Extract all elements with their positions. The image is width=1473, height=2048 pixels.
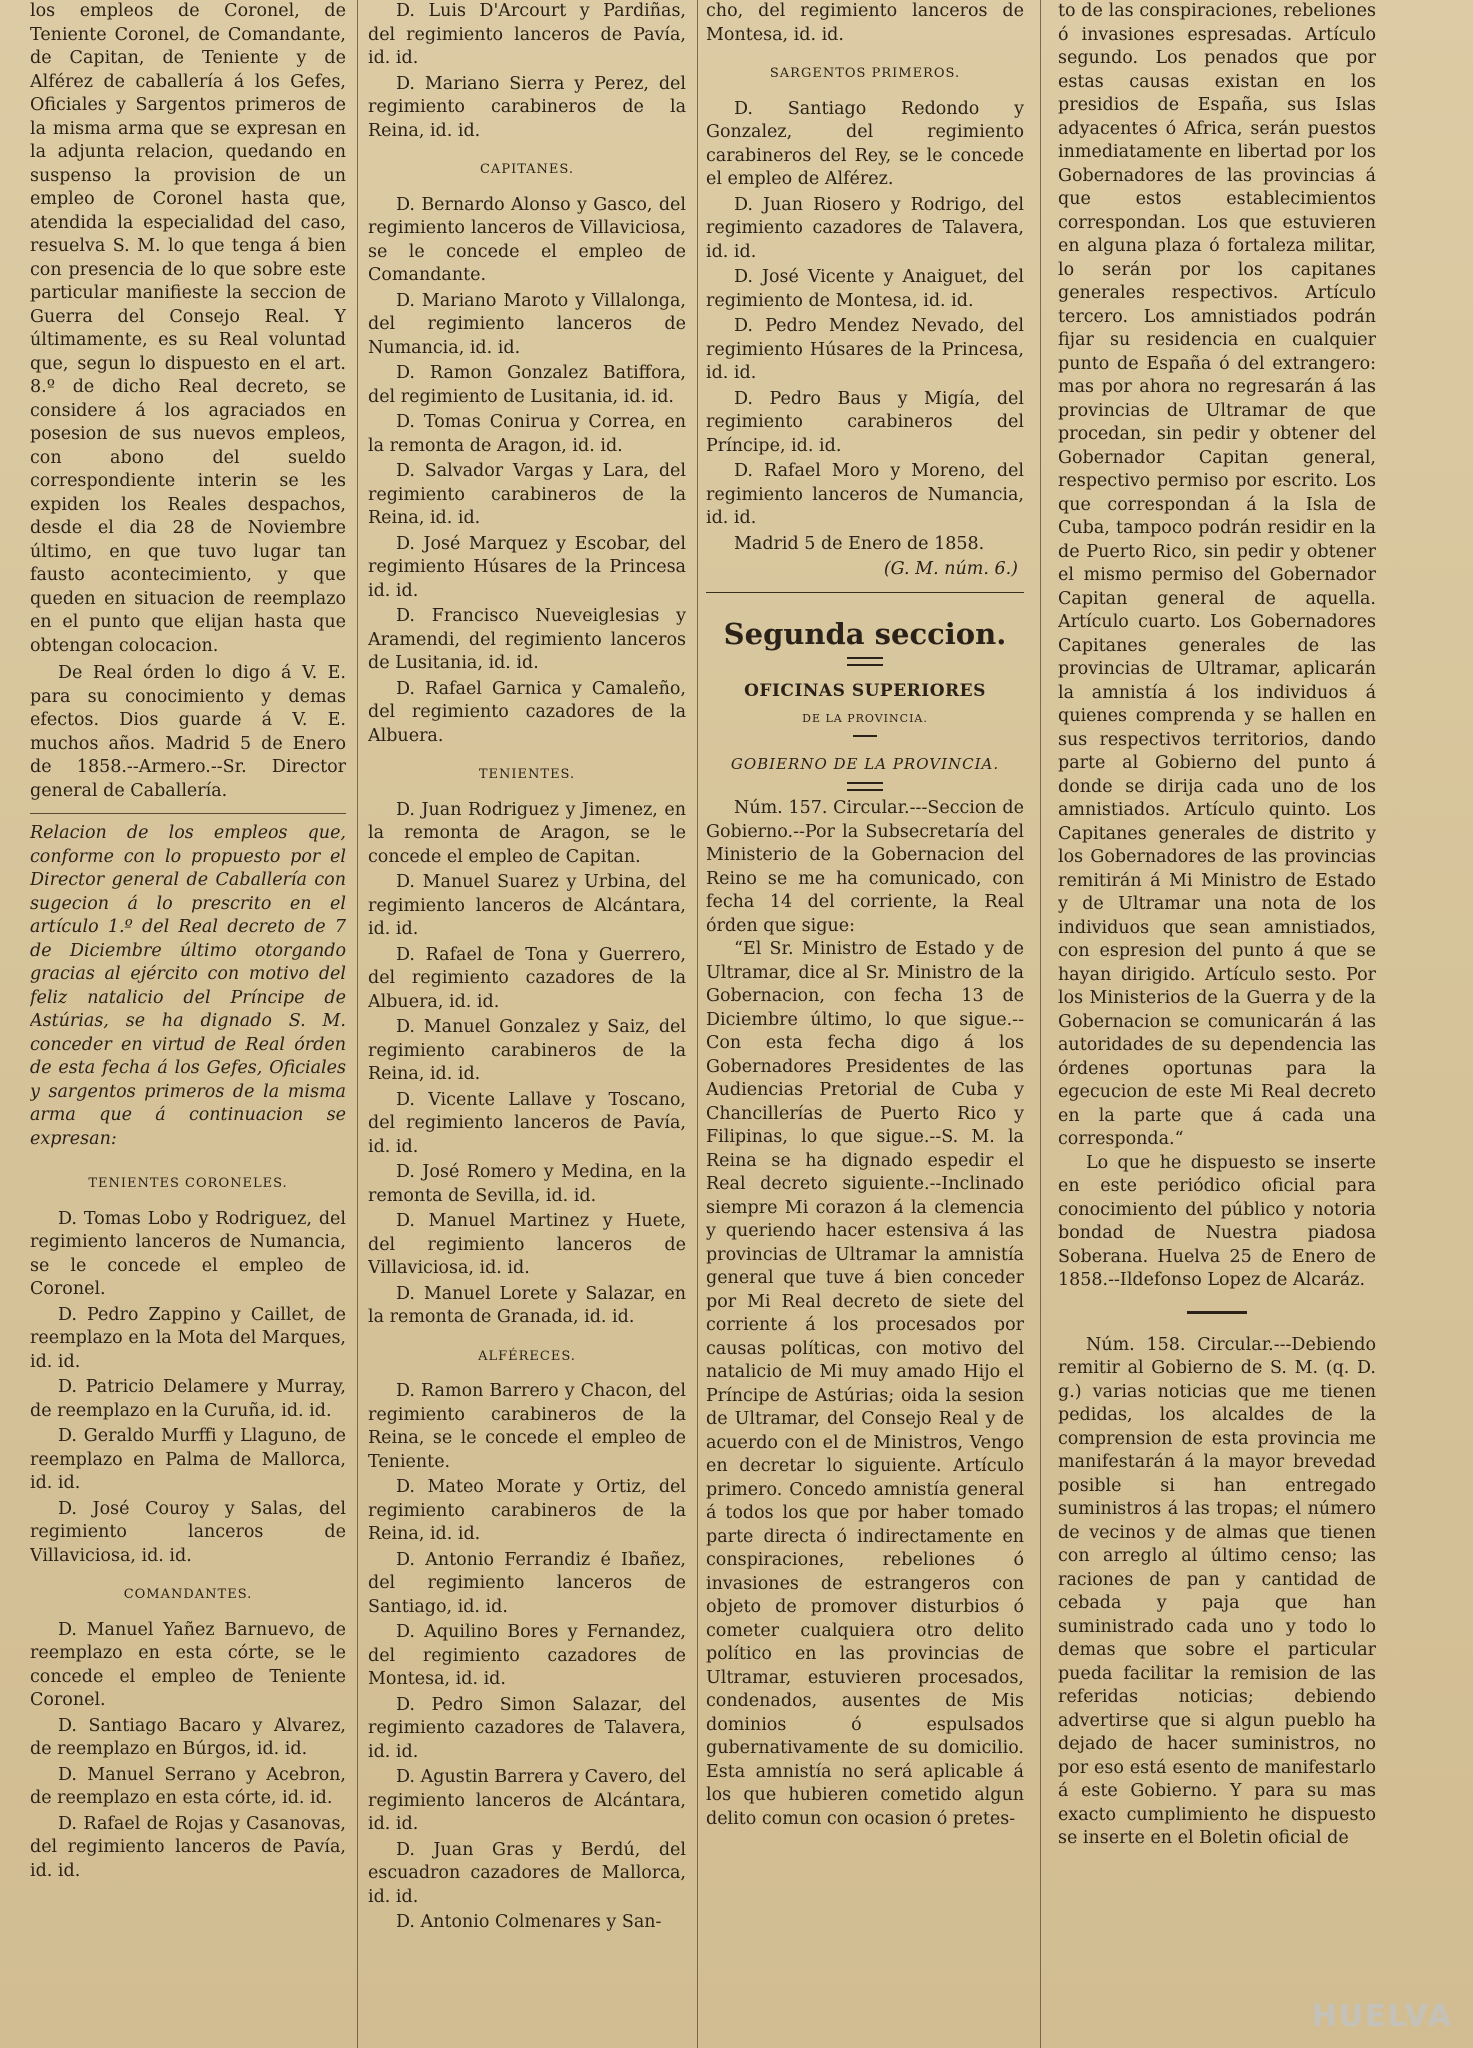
- list-item: D. Vicente Lallave y Toscano, del regimiento lanceros de Pavía, id. id.: [368, 1089, 686, 1157]
- decree-continuation: to de las conspiraciones, rebeliones ó invasiones espresadas. Artículo segundo. Los penados que por estas causas existan en los presidios de España, sus Islas adyacentes ó Africa, serán puestos inmediatamente en libertad por los Gobernadores de las provincias á que estos establecimientos correspondan. Los que estuvieren en alguna plaza ó fortaleza militar, lo serán por los capitanes generales respectivos. Artículo tercero. Los amnistiados podrán fijar su residencia en cualquier punto de España ó del extrangero: mas por ahora no regresarán á las provincias de Ultramar de que procedan, sin pedir y obtener del Gobernador Capitan general, respectivo permiso por escrito. Los que correspondan á la Isla de Cuba, tampoco podrán residir en la de Puerto Rico, sin pedir y obtener el mismo permiso del Gobernador Capitan general de aquella. Artículo cuarto. Los Gobernadores Capitanes generales de las provincias de Ultramar, aplicarán la amnistía á los individuos á quienes comprenda y se hallen en sus respectivos territorios, dando parte al Gobierno del punto á donde se dirija cada uno de los amnistiados. Artículo quinto. Los Capitanes generales de distrito y los Gobernadores de las provincias remitirán á Mi Ministro de Estado y de Ultramar una nota de los individuos que sean amnistiados, con espresion del punto á que se hayan dirigido. Artículo sesto. Por los Ministerios de la Guerra y de la Gobernacion se comunicarán á las autoridades de su dependencia las órdenes oportunas para la egecucion de este Mi Real decreto en la parte que á cada una corresponda.“: [1058, 1, 1376, 1149]
- list-item: D. Rafael Moro y Moreno, del regimiento lanceros de Numancia, id. id.: [706, 461, 1024, 528]
- section-heading: TENIENTES.: [478, 767, 576, 782]
- list-item: D. Geraldo Murffi y Llaguno, de reemplazo en Palma de Mallorca, id. id.: [30, 1426, 346, 1493]
- circular-157: Núm. 157. Circular.---Seccion de Gobierno.--Por la Subsecretaría del Ministerio de la Gobernacion del Reino se me ha comunicado, con fecha 14 del corriente, la Real órden que sigue:: [706, 798, 1024, 936]
- list-item: D. Pedro Mendez Nevado, del regimiento Húsares de la Princesa, id. id.: [706, 316, 1024, 383]
- divider: [706, 592, 1024, 593]
- section-heading: COMANDANTES.: [123, 1587, 253, 1602]
- list-item: D. Tomas Lobo y Rodriguez, del regimiento lanceros de Numancia, se le concede el empleo de Coronel.: [30, 1208, 346, 1299]
- list-item: D. Manuel Lorete y Salazar, en la remonta de Granada, id. id.: [368, 1283, 686, 1327]
- subsection-subtitle: DE LA PROVINCIA.: [802, 712, 928, 725]
- source-citation: (G. M. núm. 6.): [883, 559, 1018, 579]
- list-item: cho, del regimiento lanceros de Montesa, id. id.: [706, 1, 1024, 45]
- column-rule: [1040, 0, 1041, 2048]
- list-item: D. Manuel Suarez y Urbina, del regimiento lanceros de Alcántara, id. id.: [368, 872, 686, 939]
- list-item: D. Santiago Redondo y Gonzalez, del regimiento carabineros del Rey, se le concede el empleo de Alférez.: [706, 98, 1024, 189]
- list-item: D. Antonio Colmenares y San-: [396, 1912, 662, 1932]
- paragraph-dispuesto: Lo que he dispuesto se inserte en este periódico oficial para conocimiento del público y notoria bondad de Nuestra piadosa Soberana. Huelva 25 de Enero de 1858.--Ildefonso Lopez de Alcaráz.: [1058, 1152, 1376, 1290]
- list-item: D. Manuel Martinez y Huete, del regimiento lanceros de Villaviciosa, id. id.: [368, 1211, 686, 1278]
- list-item: D. Antonio Ferrandiz é Ibañez, del regimiento lanceros de Santiago, id. id.: [368, 1549, 686, 1617]
- column-1: [30, 0, 346, 2048]
- list-item: D. Pedro Baus y Migía, del regimiento carabineros del Príncipe, id. id.: [706, 388, 1024, 456]
- section-divider: [1187, 1311, 1247, 1314]
- relacion-heading: Relacion de los empleos que, conforme con lo propuesto por el Director general de Caballería con sugecion á lo prescrito en el artículo 1.º del Real decreto de 7 de Diciembre último otorgando gracias al ejército con motivo del feliz natalicio del Príncipe de Astúrias, se ha dignado S. M. conceder en virtud de Real órden de esta fecha á los Gefes, Oficiales y sargentos primeros de la misma arma que á continuacion se expresan:: [30, 813, 346, 1157]
- list-item: D. Patricio Delamere y Murray, de reemplazo en la Curuña, id. id.: [30, 1377, 346, 1421]
- double-rule-ornament: [847, 657, 883, 666]
- list-item: D. Rafael Garnica y Camaleño, del regimiento cazadores de la Albuera.: [368, 678, 686, 746]
- archive-watermark: HUELVA: [1311, 1999, 1453, 2034]
- list-item: D. José Marquez y Escobar, del regimiento Húsares de la Princesa id. id.: [368, 533, 686, 601]
- list-item: D. Mateo Morate y Ortiz, del regimiento carabineros de la Reina, id. id.: [368, 1477, 686, 1544]
- list-item: D. Manuel Yañez Barnuevo, de reemplazo en esta córte, se le concede el empleo de Teniente Coronel.: [30, 1619, 346, 1710]
- list-item: D. Manuel Serrano y Acebron, de reemplazo en esta córte, id. id.: [30, 1764, 346, 1808]
- list-item: D. Aquilino Bores y Fernandez, del regimiento cazadores de Montesa, id. id.: [368, 1622, 686, 1689]
- list-item: D. Tomas Conirua y Correa, en la remonta de Aragon, id. id.: [368, 412, 686, 456]
- list-item: D. Santiago Bacaro y Alvarez, de reemplazo en Búrgos, id. id.: [30, 1715, 346, 1759]
- list-item: D. Agustin Barrera y Cavero, del regimiento lanceros de Alcántara, id. id.: [368, 1767, 686, 1834]
- list-item: D. Rafael de Rojas y Casanovas, del regimiento lanceros de Pavía, id. id.: [30, 1813, 346, 1881]
- royal-decree-quote: “El Sr. Ministro de Estado y de Ultramar, dice al Sr. Ministro de la Gobernacion, con fecha 13 de Diciembre último, lo que sigue.--Con esta fecha digo á los Gobernadores Presidentes de las Audiencias Pretorial de Cuba y Chancillerías de Puerto Rico y Filipinas, lo que sigue.--S. M. la Reina se ha dignado espedir el Real decreto siguiente.--Inclinado siempre Mi corazon á la clemencia y queriendo hacer estensiva á las provincias de Ultramar la amnistía general que tuve á bien conceder por Mi Real decreto de siete del corriente á los procesados por causas políticas, con motivo del natalicio de Mi muy amado Hijo el Príncipe de Astúrias; oida la sesion de Ultramar, del Consejo Real y de acuerdo con el de Ministros, Vengo en decretar lo siguiente. Artículo primero. Concedo amnistía general á todos los que por haber tomado parte directa ó indirectamente en conspiraciones, rebeliones ó invasiones de estrangeros con objeto de promover disturbios ó cometer cualquiera otro delito político en las provincias de Ultramar, estuvieren procesados, condenados, ausentes de Mis dominios ó espulsados gubernativamente de su domicilio. Esta amnistía no será aplicable á los que hubieren cometido algun delito comun con ocasion ó pretes-: [706, 939, 1024, 1829]
- list-item: D. Juan Rodriguez y Jimenez, en la remonta de Aragon, se le concede el empleo de Capitan.: [368, 799, 686, 867]
- list-item: D. José Romero y Medina, en la remonta de Sevilla, id. id.: [368, 1162, 686, 1206]
- section-heading: ALFÉRECES.: [478, 1348, 576, 1364]
- paragraph-intro: los empleos de Coronel, de Teniente Coronel, de Comandante, de Capitan, de Teniente y de Alférez de caballería á los Gefes, Oficiales y Sargentos primeros de la misma arma que se expresan en la adjunta relacion, quedando en suspenso la provision de un empleo de Coronel hasta que, atendida la especialidad del caso, resuelva S. M. lo que tenga á bien con presencia de lo que sobre este particular manifieste la seccion de Guerra del Consejo Real. Y últimamente, es su Real voluntad que, segun lo dispuesto en el art. 8.º de dicho Real decreto, se considere á los agraciados en posesion de sus nuevos empleos, con abono del sueldo correspondiente interin se les expiden los Reales despachos, desde el dia 28 de Noviembre último, en que tuvo lugar tan fausto acontecimiento, y que queden en situacion de reemplazo en el punto que elijan hasta que obtengan colocacion.: [30, 1, 346, 656]
- column-rule: [357, 0, 358, 2048]
- rule-ornament: [853, 735, 877, 737]
- list-item: D. Manuel Gonzalez y Saiz, del regimiento carabineros de la Reina, id. id.: [368, 1017, 686, 1084]
- list-item: D. Salvador Vargas y Lara, del regimiento carabineros de la Reina, id. id.: [368, 461, 686, 528]
- list-item: D. Mariano Maroto y Villalonga, del regimiento lanceros de Numancia, id. id.: [368, 290, 686, 358]
- column-3: [706, 0, 1024, 2048]
- department-title: GOBIERNO DE LA PROVINCIA.: [730, 754, 1000, 773]
- list-item: D. Juan Riosero y Rodrigo, del regimiento cazadores de Talavera, id. id.: [706, 194, 1024, 262]
- column-2: [368, 0, 686, 2048]
- column-4: [1058, 0, 1376, 2048]
- list-item: D. Pedro Zappino y Caillet, de reemplazo en la Mota del Marques, id. id.: [30, 1304, 346, 1372]
- double-rule-ornament: [847, 782, 883, 791]
- column-rule: [697, 0, 698, 2048]
- list-item: D. Pedro Simon Salazar, del regimiento cazadores de Talavera, id. id.: [368, 1694, 686, 1762]
- list-item: D. Ramon Barrero y Chacon, del regimiento carabineros de la Reina, se le concede el empleo de Teniente.: [368, 1381, 686, 1472]
- list-item: D. Luis D'Arcourt y Pardiñas, del regimiento lanceros de Pavía, id. id.: [368, 1, 686, 68]
- list-item: D. Bernardo Alonso y Gasco, del regimiento lanceros de Villaviciosa, se le concede el empleo de Comandante.: [368, 194, 686, 285]
- list-item: D. José Couroy y Salas, del regimiento lanceros de Villaviciosa, id. id.: [30, 1498, 346, 1566]
- list-item: D. Juan Gras y Berdú, del escuadron cazadores de Mallorca, id. id.: [368, 1839, 686, 1907]
- list-item: D. Mariano Sierra y Perez, del regimiento carabineros de la Reina, id. id.: [368, 73, 686, 141]
- list-item: D. Rafael de Tona y Guerrero, del regimiento cazadores de la Albuera, id. id.: [368, 944, 686, 1012]
- circular-158: Núm. 158. Circular.---Debiendo remitir al Gobierno de S. M. (q. D. g.) varias noticias que me tienen pedidas, los alcaldes de la comprension de esta provincia me manifestarán á la mayor brevedad posible si han entregado suministros á las tropas; el número de vecinos y de almas que tienen con arreglo al último censo; las raciones de pan y cantidad de cebada y paja que han suministrado cada uno y todo lo demas que sobre el particular pueda facilitar la remision de las referidas noticias; debiendo advertirse que si algun pueblo ha dejado de hacer suministros, no por eso está esento de manifestarlo á este Gobierno. Y para su mas exacto cumplimiento he dispuesto se inserte en el Boletin oficial de: [1058, 1334, 1376, 1848]
- list-item: D. Francisco Nueveiglesias y Aramendi, del regimiento lanceros de Lusitania, id. id.: [368, 606, 686, 673]
- list-item: D. Ramon Gonzalez Batiffora, del regimiento de Lusitania, id. id.: [368, 363, 686, 407]
- subsection-title: OFICINAS SUPERIORES: [744, 680, 986, 701]
- paragraph-closing: De Real órden lo digo á V. E. para su conocimiento y demas efectos. Dios guarde á V. E. muchos años. Madrid 5 de Enero de 1858.--Armero.--Sr. Director general de Caballería.: [30, 663, 346, 801]
- section-heading: CAPITANES.: [479, 162, 574, 177]
- section-heading: SARGENTOS PRIMEROS.: [769, 66, 961, 81]
- section-title: Segunda seccion.: [723, 616, 1007, 651]
- list-item: D. José Vicente y Anaiguet, del regimiento de Montesa, id. id.: [706, 267, 1024, 311]
- section-heading: TENIENTES CORONELES.: [88, 1176, 288, 1191]
- dateline: Madrid 5 de Enero de 1858.: [734, 533, 985, 554]
